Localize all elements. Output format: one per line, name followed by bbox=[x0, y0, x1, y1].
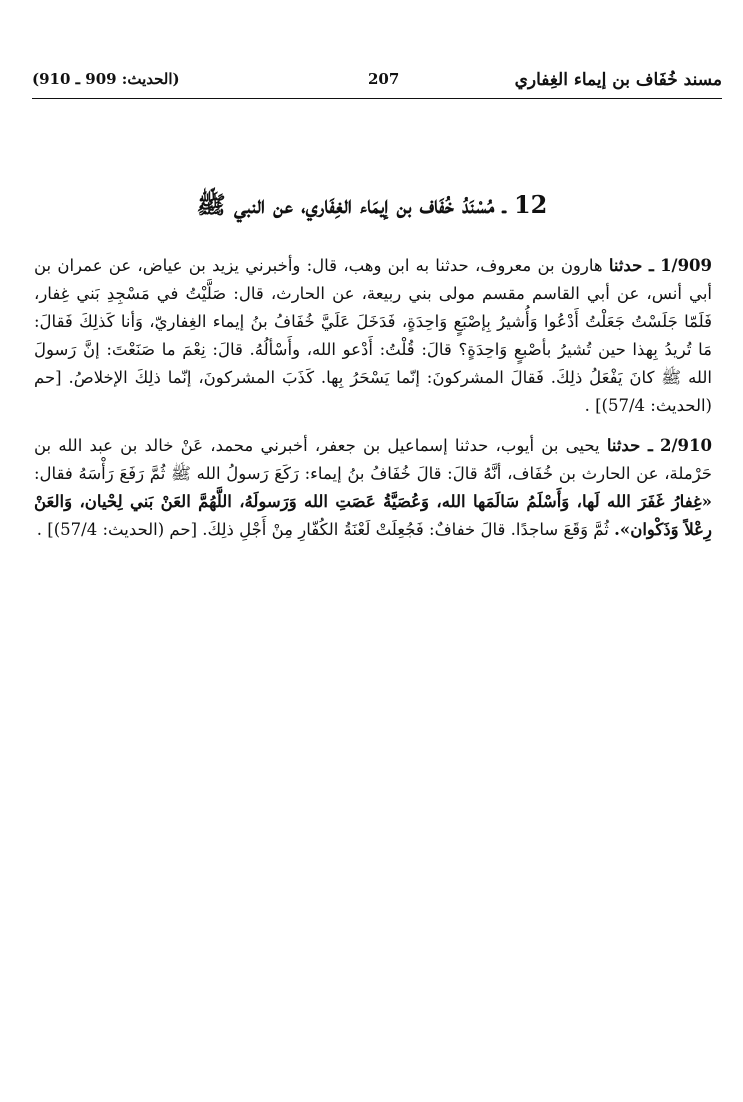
hadith-text: هارون بن معروف، حدثنا به ابن وهب، قال: وأخبرني يزيد بن عياض، عن عمران بن أبي أنس، عن أبي القاسم مقسم مولى بني ربيعة، عن الحارث، قال: صَلَّيْتُ في مَسْجِدِ بَني غِفار، فَلَمّا جَلَسْتُ جَعَلْتُ أَدْعُوا وَأُشيرُ بِإصْبَعٍ وَاحِدَةٍ، فَدَخَلَ عَلَيَّ خُفَافُ بنُ إيماء الغِفاريّ، وَأنا كَذلِكَ فَقالَ: مَا تُريدُ بِهذا حين تُشيرُ بأصْبعٍ وَاحِدَةٍ؟ قالَ: قُلْتُ: أَدْعو الله، وأَسْألُهُ. قالَ: نِعْمَ ما صَنَعْتَ: إنَّ رَسولَ الله ﷺ كانَ يَفْعَلُ ذلِكَ. فَقالَ المشركونَ: إنّما يَسْحَرُ بِها. كَذَبَ المشركونَ، إنّما ذلِكَ الإخلاصُ. bbox=[34, 256, 712, 387]
hadith-lead: ـ حدثنا bbox=[608, 256, 654, 275]
section-title: 12 ـ مُسْنَدُ خُفَاف بن إيمَاء الغِفَاري، عن النبي ﷺ bbox=[196, 190, 548, 219]
hadith-910 bbox=[34, 432, 712, 544]
page-number: 207 bbox=[368, 70, 400, 88]
hadith-content bbox=[34, 252, 712, 556]
running-title: مسند خُفَاف بن إيماء الغِفاري bbox=[514, 70, 722, 90]
hadith-tail: ثُمَّ وَقَعَ ساجدًا. قالَ خفافٌ: فَجُعِلَتْ لَعْنَةُ الكُفّارِ مِنْ أَجْلِ ذلِكَ. bbox=[202, 520, 609, 539]
header-rule bbox=[32, 98, 722, 99]
hadith-quote: «غِفارُ غَفَرَ الله لَها، وَأَسْلَمُ سَالَمَها الله، وَعُصَيَّةُ عَصَتِ الله وَرَسولَهُ، اللَّهُمَّ العَنْ بَني لِحْيان، وَالعَنْ رِعْلاً وَذَكْوان». bbox=[34, 492, 712, 539]
hadith-reference: [حم (الحديث: 57/4)] . bbox=[36, 520, 198, 539]
hadith-number: 2/910 bbox=[660, 436, 712, 455]
hadith-909 bbox=[34, 252, 712, 420]
page-header bbox=[32, 66, 722, 96]
hadith-reference: [حم (الحديث: 57/4)] . bbox=[34, 368, 712, 415]
hadith-text: يحيى بن أيوب، حدثنا إسماعيل بن جعفر، أخبرني محمد، عَنْ خالد بن عبد الله بن حَرْملة، عن الحارث بن خُفَاف، أنَّهُ قالَ: قالَ خُفَافُ بنُ إيماء: رَكَعَ رَسولُ الله ﷺ ثُمَّ رَفَعَ رَأْسَهُ فقال: bbox=[34, 436, 712, 483]
hadith-lead: ـ حدثنا bbox=[606, 436, 653, 455]
hadith-number: 1/909 bbox=[660, 256, 713, 275]
hadith-range: (الحديث: 909 ـ 910) bbox=[32, 70, 180, 88]
